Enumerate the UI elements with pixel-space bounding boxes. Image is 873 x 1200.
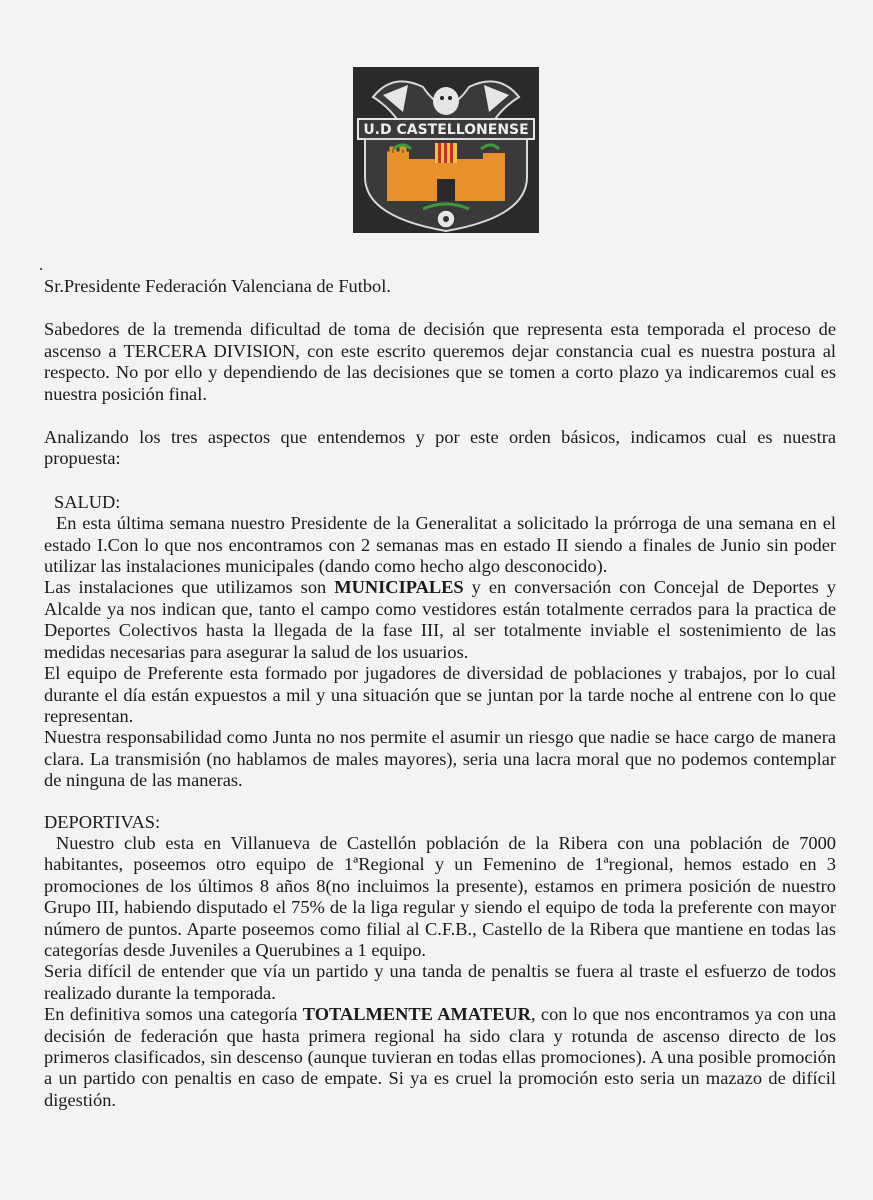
municipales-emphasis: MUNICIPALES (334, 577, 464, 598)
salud-paragraph-4: Nuestra responsabilidad como Junta no nos permite el asumir un riesgo que nadie se hace cargo de manera clara. La transmisión (no hablamos de males mayores), seria una lacra moral que no podemos contemplar de ninguna de las maneras. (44, 727, 836, 791)
deportivas-heading: DEPORTIVAS: (44, 811, 161, 832)
deportivas-paragraph-1: Nuestro club esta en Villanueva de Castellón población de la Ribera con una población de 7000 habitantes, poseemos otro equipo de 1ªRegional y un Femenino de 1ªregional, hemos estado en 3 promociones de los últimos 8 años 8(no incluimos la presente), estamos en primera posición de nuestro Grupo III, habiendo disputado el 75% de la liga regular y siendo el equipo de toda la preferente con mayor número de puntos. Aparte poseemos como filial al C.F.B., Castello de la Ribera que mantiene en todas las categorías desde Juveniles a Querubines a 1 equipo. (44, 832, 836, 960)
salud-paragraph-2: Las instalaciones que utilizamos son MUNICIPALES y en conversación con Concejal de Deportes y Alcalde ya nos indican que, tanto el campo como vestidores están totalmente cerrados para la practica de Deportes Colectivos hasta la llegada de la fase III, al ser totalmente inviable el sostenimiento de las medidas necesarias para asegurar la salud de los usuarios. (44, 577, 837, 662)
salud-paragraph-1: En esta última semana nuestro Presidente de la Generalitat a solicitado la prórroga de una semana en el estado I.Con lo que nos encontramos con 2 semanas mas en estado II siendo a finales de Junio sin poder utilizar las instalaciones municipales (dando como hecho algo desconocido). (44, 513, 836, 577)
salud-paragraph-3: El equipo de Preferente esta formado por jugadores de diversidad de poblaciones y trabajos, por lo cual durante el día están expuestos a mil y una situación que se juntan por la tarde noche al entrene con lo que representan. (44, 663, 836, 726)
analysis-paragraph: Analizando los tres aspectos que entendemos y por este orden básicos, indicamos cual es nuestra propuesta: (44, 427, 836, 469)
deportivas-paragraph-3: En definitiva somos una categoría TOTALMENTE AMATEUR, con lo que nos encontramos ya con una decisión de federación que hasta primera regional ha sido clara y rotunda de ascenso directo de los primeros clasificados, sin descenso (aunque tuvieran en todas ellas promociones). A una posible promoción a un partido con penaltis en caso de empate. Si ya es cruel la promoción esto seria un mazazo de difícil digestión. (44, 1004, 836, 1110)
amateur-emphasis: TOTALMENTE AMATEUR (302, 1004, 531, 1025)
salutation: Sr.Presidente Federación Valenciana de Futbol. (44, 276, 391, 296)
letter-body (44, 276, 836, 1111)
salud-heading: SALUD: (54, 491, 121, 512)
scan-speck (40, 268, 42, 270)
crest-banner-text: U.D CASTELLONENSE (363, 122, 529, 138)
club-crest-logo (353, 67, 539, 233)
crest-icon (353, 67, 539, 233)
deportivas-paragraph-2: Seria difícil de entender que vía un partido y una tanda de penaltis se fuera al traste el esfuerzo de todos realizado durante la temporada. (44, 961, 836, 1003)
intro-paragraph: Sabedores de la tremenda dificultad de toma de decisión que representa esta temporada el proceso de ascenso a TERCERA DIVISION, con este escrito queremos dejar constancia cual es nuestra postura al respecto. No por ello y dependiendo de las decisiones que se tomen a corto plazo ya indicaremos cual es nuestra posición final. (44, 319, 836, 404)
